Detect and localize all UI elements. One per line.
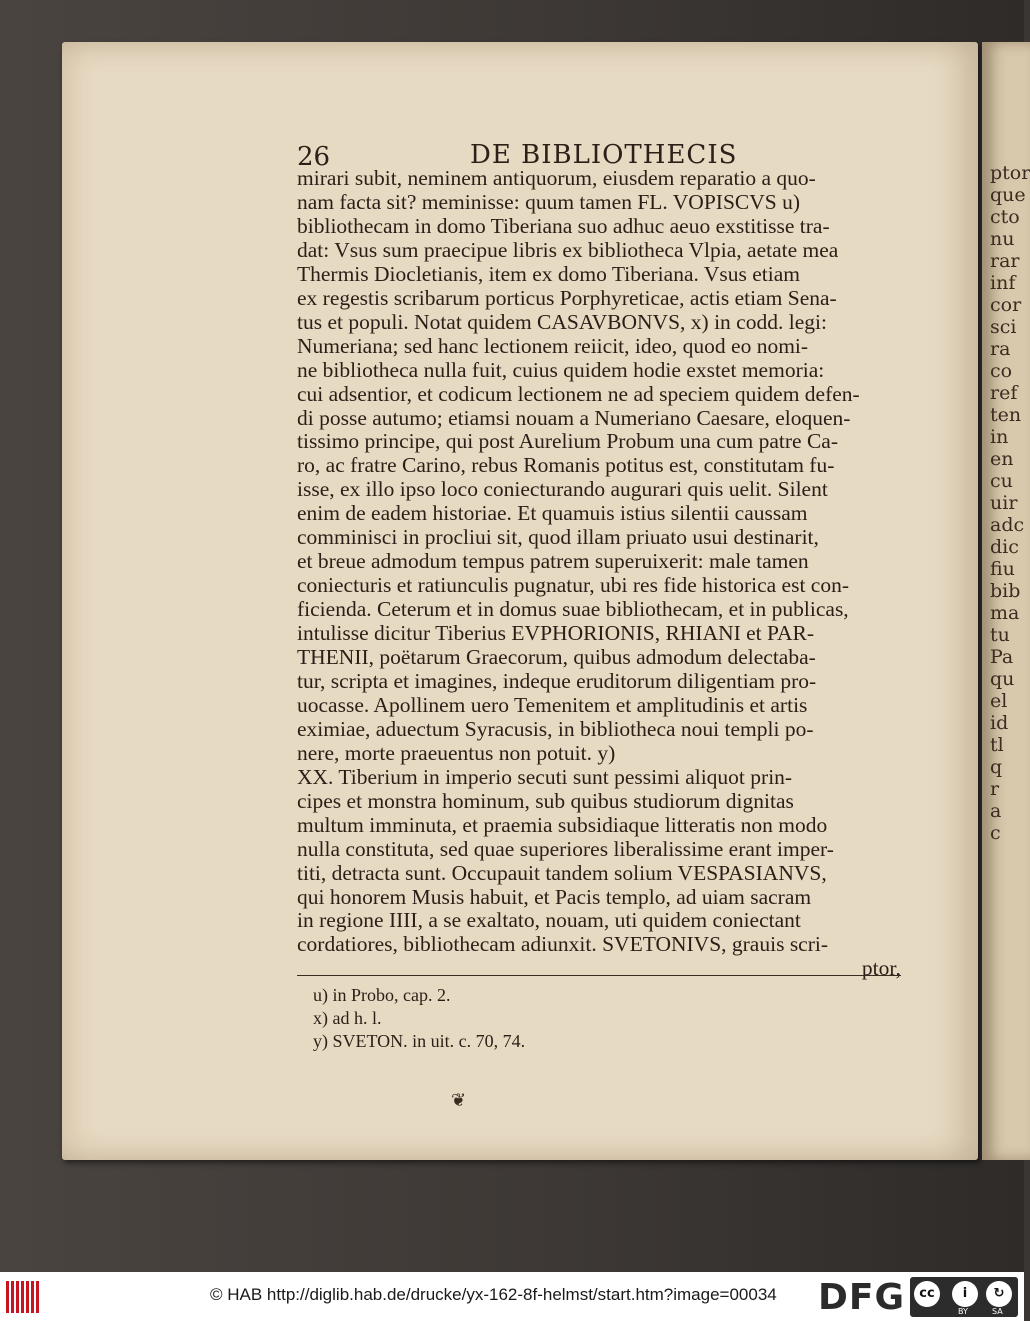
cc-by-label: BY [958, 1307, 968, 1316]
facing-page-fragment: Pa [990, 646, 1014, 668]
facing-page-fragment: adc [990, 514, 1025, 536]
cc-icon: cc [914, 1281, 940, 1307]
text-line: coniecturis et ratiunculis pugnatur, ubi res fide historica est con- [297, 573, 849, 598]
text-line: et breue admodum tempus patrem superuixerit: male tamen [297, 549, 809, 574]
catchword: ptor, [861, 956, 901, 981]
facing-page-fragment: id [990, 712, 1009, 734]
facing-page-fragment: ten [990, 404, 1022, 426]
text-line: titi, detracta sunt. Occupauit tandem solium VESPASIANVS, [297, 860, 827, 885]
copyright-link[interactable]: © HAB http://diglib.hab.de/drucke/yx-162-8f-helmst/start.htm?image=00034 [210, 1285, 777, 1304]
facing-page-fragment: uir [990, 492, 1018, 514]
text-line: tus et populi. Notat quidem CASAVBONVS, x) in codd. legi: [297, 309, 827, 334]
footnote-u: u) in Probo, cap. 2. [313, 985, 451, 1005]
text-line: cui adsentior, et codicum lectionem ne ad speciem quidem defen- [297, 381, 860, 406]
text-line: eximiae, aduectum Syracusis, in bibliotheca noui templi po- [297, 716, 814, 741]
text-line: nulla constituta, sed quae superiores liberalissime erant imper- [297, 836, 834, 861]
text-line: THENII, poëtarum Graecorum, quibus admodum delectaba- [297, 645, 816, 669]
text-line: Numeriana; sed hanc lectionem reiicit, ideo, quod eo nomi- [297, 333, 809, 358]
text-line: ne bibliotheca nulla fuit, cuius quidem hodie exstet memoria: [297, 357, 825, 382]
facing-page-fragment: tu [990, 624, 1010, 646]
text-line: qui honorem Musis habuit, et Pacis templo, ad uiam sacram [297, 884, 812, 909]
text-line: XX. Tiberium in imperio secuti sunt pessimi aliquot prin- [297, 764, 793, 789]
cc-license-badge[interactable] [910, 1277, 1018, 1317]
text-line: isse, ex illo ipso loco coniecturando augurari quis uelit. Silent [297, 477, 828, 502]
text-line: in regione IIII, a se exaltato, nouam, uti quidem coniectant [297, 908, 801, 933]
facing-page-fragment: q [990, 756, 1003, 778]
facing-page-fragment: co [990, 360, 1013, 382]
facing-page-fragment: ref [990, 382, 1018, 404]
facing-page-fragment: dic [990, 536, 1019, 558]
facing-page-fragment: ma [990, 602, 1020, 624]
text-line: dat: Vsus sum praecipue libris ex bibliotheca Vlpia, aetate mea [297, 237, 839, 262]
facing-page-fragment: cor [990, 294, 1022, 316]
footnote-y: y) SVETON. in uit. c. 70, 74. [313, 1031, 526, 1051]
facing-page-edge [982, 42, 1030, 1160]
facing-page-fragment: a [990, 800, 1002, 822]
text-line: ro, ac fratre Carino, rebus Romanis potitus est, constitutam fu- [297, 453, 835, 478]
text-line: ex regestis scribarum porticus Porphyreticae, actis etiam Sena- [297, 285, 837, 310]
facing-page-fragment: sci [990, 316, 1017, 338]
text-line: cipes et monstra hominum, sub quibus studiorum dignitas [297, 788, 794, 813]
facing-page-fragment: cu [990, 470, 1013, 492]
text-line: comminisci in procliui sit, quod illam priuato usui destinarit, [297, 525, 819, 550]
text-line: nam facta sit? meminisse: quum tamen FL. VOPISCVS u) [297, 189, 801, 214]
facing-page-fragment: ptor [990, 162, 1030, 184]
text-line: intulisse dicitur Tiberius EVPHORIONIS, RHIANI et PAR- [297, 621, 815, 646]
facing-page-fragment: ra [990, 338, 1011, 360]
facing-page-fragment: cto [990, 206, 1020, 228]
footnote-x: x) ad h. l. [313, 1008, 382, 1028]
text-line: multum imminuta, et praemia subsidiaque litteratis non modo [297, 812, 828, 837]
text-line: di posse autumo; etiamsi nouam a Numeriano Caesare, eloquen- [297, 405, 851, 430]
facing-page-fragment: en [990, 448, 1014, 470]
footer-bar [0, 1272, 1024, 1321]
text-line: nere, morte praeuentus non potuit. y) [297, 740, 616, 765]
ornament: ❦ [451, 1090, 467, 1111]
text-line: Thermis Diocletianis, item ex domo Tiberiana. Vsus etiam [297, 261, 800, 286]
running-head: DE BIBLIOTHECIS [470, 140, 738, 170]
facing-page-fragment: inf [990, 272, 1016, 294]
text-line: uocasse. Apollinem uero Temenitem et amplitudinis et artis [297, 692, 808, 717]
text-line: mirari subit, neminem antiquorum, eiusdem reparatio a quo- [297, 166, 816, 190]
by-icon: i [952, 1281, 978, 1307]
cc-sa-label: SA [992, 1307, 1003, 1316]
facing-page-fragment: tl [990, 734, 1004, 756]
dfg-logo: DFG [818, 1277, 906, 1318]
facing-page-fragment: nu [990, 228, 1015, 250]
text-line: tissimo principe, qui post Aurelium Probum una cum patre Ca- [297, 429, 839, 454]
sa-icon: ↻ [986, 1281, 1012, 1307]
facing-page-fragment: c [990, 822, 1001, 844]
text-line: bibliothecam in domo Tiberiana suo adhuc aeuo exstitisse tra- [297, 213, 830, 238]
facing-page-fragment: fiu [990, 558, 1015, 580]
facing-page-fragment: rar [990, 250, 1020, 272]
page-number: 26 [297, 142, 331, 172]
text-line: cordatiores, bibliothecam adiunxit. SVETONIVS, grauis scri- [297, 932, 829, 957]
text-line: tur, scripta et imagines, indeque eruditorum diligentiam pro- [297, 668, 817, 693]
text-line: enim de eadem historiae. Et quamuis istius silentii caussam [297, 501, 808, 526]
facing-page-fragment: bib [990, 580, 1021, 602]
hab-logo [6, 1281, 40, 1313]
facing-page-fragment: el [990, 690, 1008, 712]
facing-page-fragment: que [990, 184, 1026, 206]
facing-page-fragment: qu [990, 668, 1015, 690]
facing-page-fragment: in [990, 426, 1009, 448]
footnote-rule [297, 975, 901, 976]
facing-page-fragment: r [990, 778, 1000, 800]
text-line: ficienda. Ceterum et in domus suae bibliothecam, et in publicas, [297, 597, 849, 622]
